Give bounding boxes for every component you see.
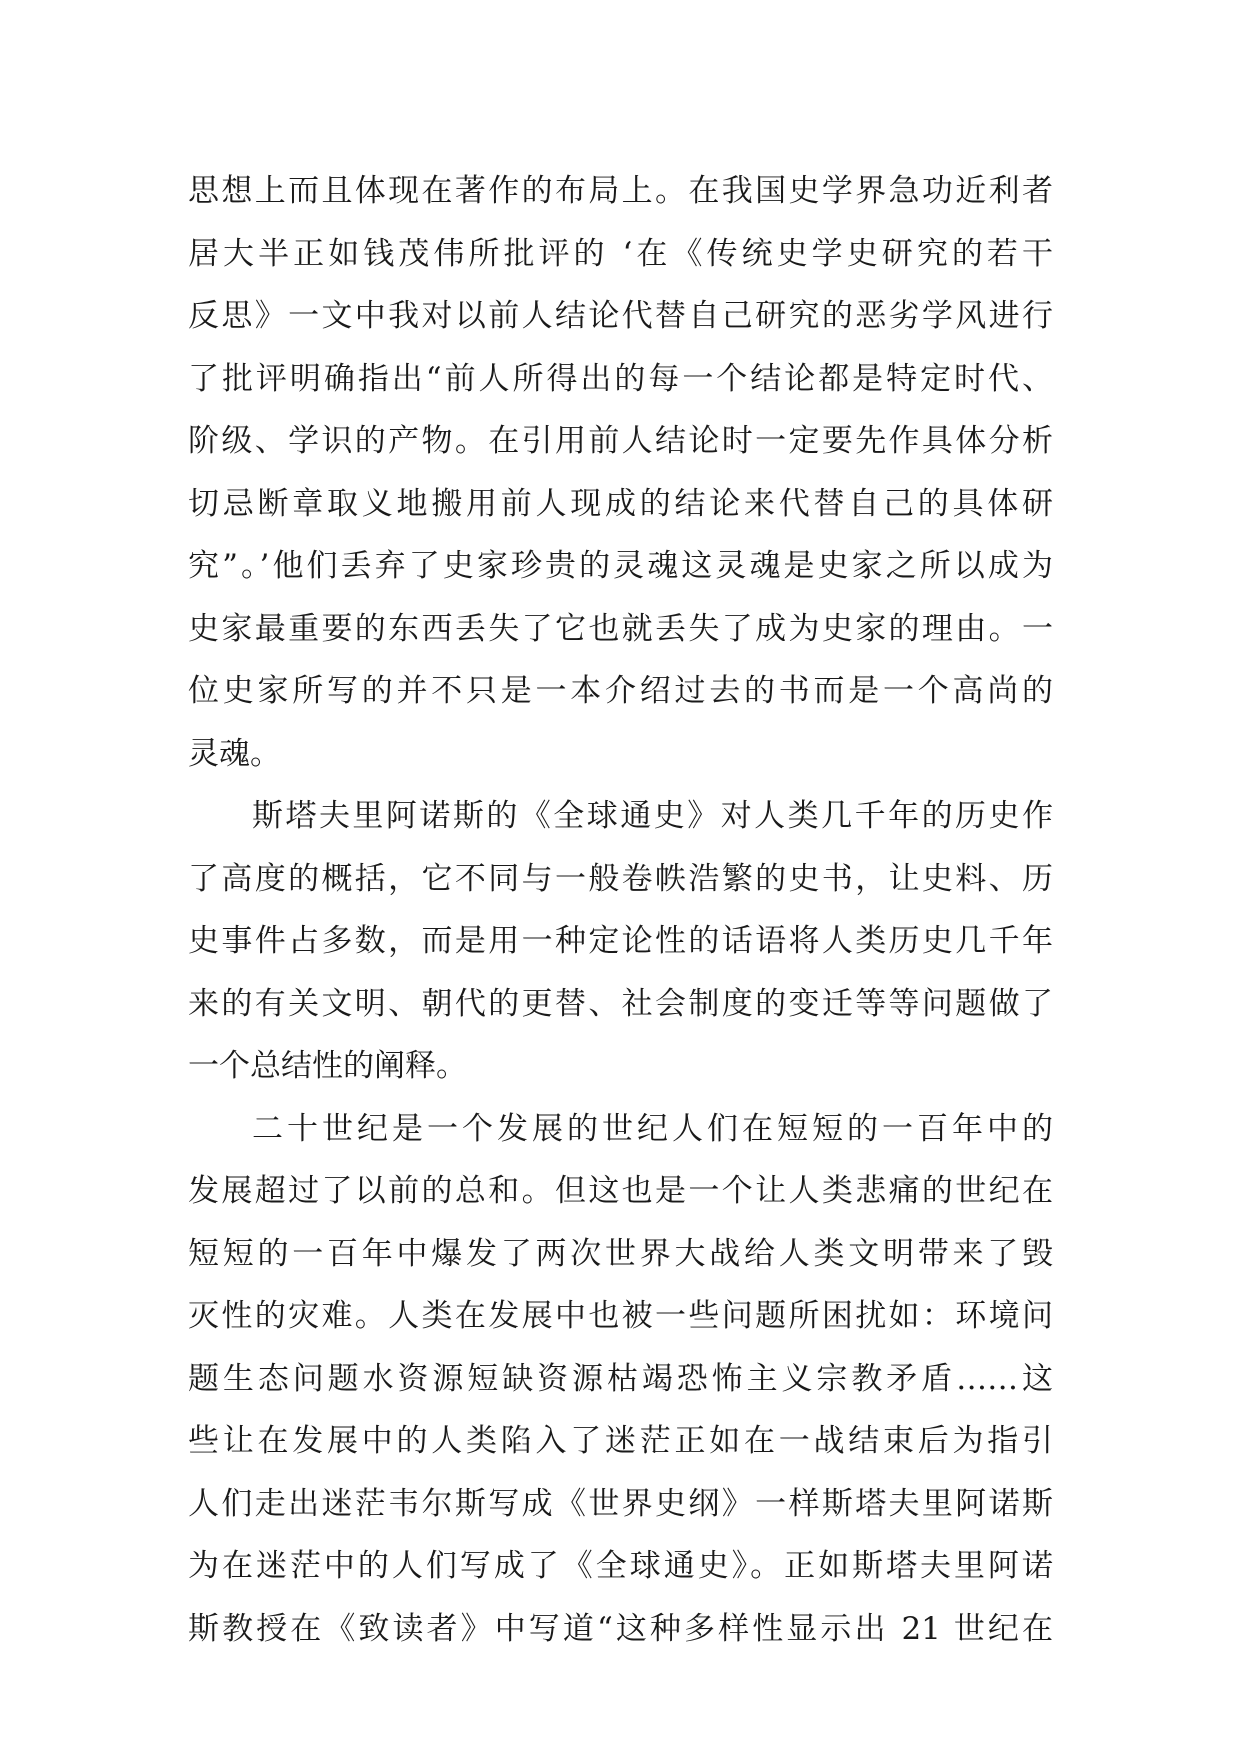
text-line: 史事件占多数，而是用一种定论性的话语将人类历史几千年 (188, 923, 1053, 959)
text-line: 来的有关文明、朝代的更替、社会制度的变迁等等问题做了 (188, 985, 1053, 1022)
text-line: 灵魂。 (188, 735, 281, 772)
text-line: 斯塔夫里阿诺斯的《全球通史》对人类几千年的历史作 (252, 798, 1053, 834)
text-line: 发展超过了以前的总和。但这也是一个让人类悲痛的世纪在 (188, 1173, 1053, 1209)
text-line: 反思》一文中我对以前人结论代替自己研究的恶劣学风进行 (188, 298, 1053, 334)
text-line: 题生态问题水资源短缺资源枯竭恐怖主义宗教矛盾……这 (188, 1360, 1053, 1397)
text-line: 史家最重要的东西丢失了它也就丢失了成为史家的理由。一 (188, 610, 1053, 647)
text-line: 短短的一百年中爆发了两次世界大战给人类文明带来了毁 (188, 1235, 1053, 1272)
text-line: 些让在发展中的人类陷入了迷茫正如在一战结束后为指引 (188, 1423, 1053, 1459)
text-line: 思想上而且体现在著作的布局上。在我国史学界急功近利者 (188, 173, 1053, 209)
text-line: 了高度的概括，它不同与一般卷帙浩繁的史书，让史料、历 (188, 860, 1053, 897)
text-line: 斯教授在《致读者》中写道“这种多样性显示出 21 世纪在 (188, 1610, 1053, 1647)
text-line: 切忌断章取义地搬用前人现成的结论来代替自己的具体研 (188, 485, 1053, 522)
text-line: 灭性的灾难。人类在发展中也被一些问题所困扰如：环境问 (188, 1298, 1053, 1334)
text-line: 为在迷茫中的人们写成了《全球通史》。正如斯塔夫里阿诺 (188, 1548, 1053, 1584)
text-line: 二十世纪是一个发展的世纪人们在短短的一百年中的 (252, 1110, 1053, 1147)
text-line: 了批评明确指出“前人所得出的每一个结论都是特定时代、 (188, 360, 1053, 397)
text-line: 人们走出迷茫韦尔斯写成《世界史纲》一样斯塔夫里阿诺斯 (188, 1485, 1053, 1522)
text-line: 究”。’他们丢弃了史家珍贵的灵魂这灵魂是史家之所以成为 (188, 548, 1053, 584)
text-line: 居大半正如钱茂伟所批评的 ‘在《传统史学史研究的若干 (188, 235, 1053, 272)
text-line: 一个总结性的阐释。 (188, 1048, 467, 1084)
text-line: 位史家所写的并不只是一本介绍过去的书而是一个高尚的 (188, 673, 1053, 709)
body-text (188, 160, 1053, 1660)
text-line: 阶级、学识的产物。在引用前人结论时一定要先作具体分析 (188, 423, 1053, 459)
